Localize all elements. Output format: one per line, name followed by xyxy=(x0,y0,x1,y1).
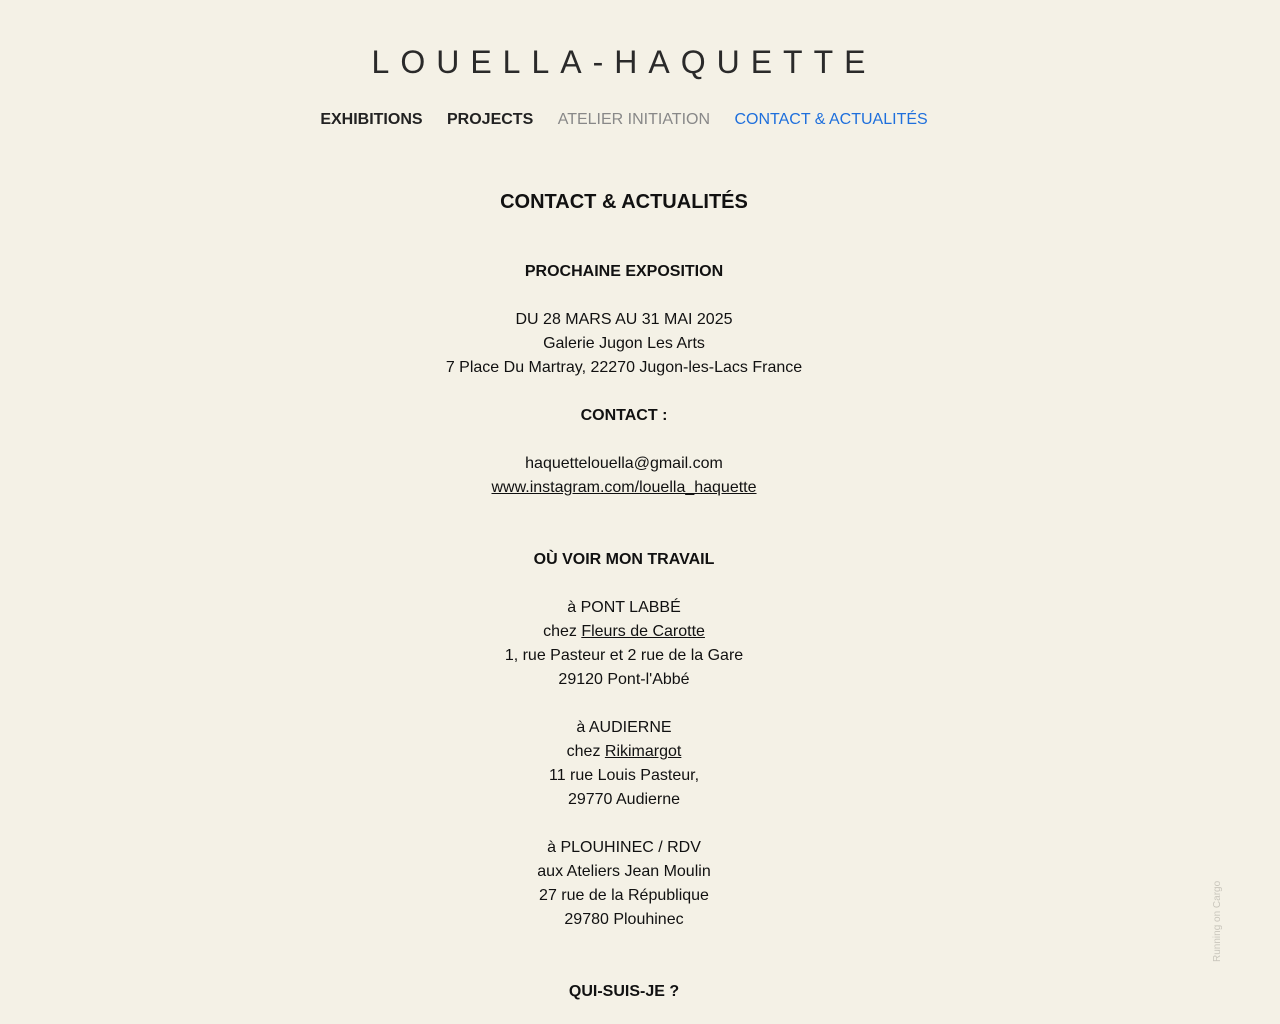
location-postal: 29770 Audierne xyxy=(567,791,681,808)
instagram-link[interactable]: www.instagram.com/louella_haquette xyxy=(491,479,757,496)
location-street: 1, rue Pasteur et 2 rue de la Gare xyxy=(504,647,744,664)
location-place: aux Ateliers Jean Moulin xyxy=(537,863,711,880)
about-section xyxy=(0,980,1248,1004)
exhibition-heading: PROCHAINE EXPOSITION xyxy=(524,263,724,280)
nav-item-contact-actualites[interactable]: CONTACT & ACTUALITÉS xyxy=(734,111,928,128)
about-heading: QUI-SUIS-JE ? xyxy=(568,983,680,1000)
shop-link-rikimargot[interactable]: Rikimargot xyxy=(604,743,682,760)
location-city: à AUDIERNE xyxy=(576,719,672,736)
where-section xyxy=(0,548,1248,932)
location-audierne xyxy=(0,716,1248,812)
exhibition-address: 7 Place Du Martray, 22270 Jugon-les-Lacs France xyxy=(445,359,803,376)
cargo-badge[interactable]: Running on Cargo xyxy=(1212,880,1223,962)
exhibition-venue: Galerie Jugon Les Arts xyxy=(543,335,705,352)
location-prefix: chez xyxy=(566,743,605,760)
page-title: CONTACT & ACTUALITÉS xyxy=(500,191,748,213)
location-plouhinec xyxy=(0,836,1248,932)
location-city: à PONT LABBÉ xyxy=(567,599,681,616)
main-nav xyxy=(0,108,1248,132)
location-pont-labbe xyxy=(0,596,1248,692)
contact-heading: CONTACT : xyxy=(580,407,668,424)
location-prefix: chez xyxy=(543,623,582,640)
nav-item-projects[interactable]: PROJECTS xyxy=(447,111,534,128)
site-title[interactable]: LOUELLA-HAQUETTE xyxy=(371,44,877,80)
nav-item-atelier-initiation[interactable]: ATELIER INITIATION xyxy=(557,111,711,128)
contact-section xyxy=(0,404,1248,500)
contact-email[interactable]: haquettelouella@gmail.com xyxy=(525,455,723,472)
exhibition-dates: DU 28 MARS AU 31 MAI 2025 xyxy=(515,311,733,328)
location-street: 27 rue de la République xyxy=(539,887,709,904)
location-city: à PLOUHINEC / RDV xyxy=(547,839,701,856)
main-content xyxy=(0,186,1248,1004)
location-postal: 29780 Plouhinec xyxy=(564,911,684,928)
location-postal: 29120 Pont-l'Abbé xyxy=(558,671,690,688)
location-street: 11 rue Louis Pasteur, xyxy=(548,767,700,784)
where-heading: OÙ VOIR MON TRAVAIL xyxy=(533,551,715,568)
shop-link-fleurs-de-carotte[interactable]: Fleurs de Carotte xyxy=(581,623,705,640)
exhibition-section xyxy=(0,260,1248,380)
nav-item-exhibitions[interactable]: EXHIBITIONS xyxy=(320,111,423,128)
